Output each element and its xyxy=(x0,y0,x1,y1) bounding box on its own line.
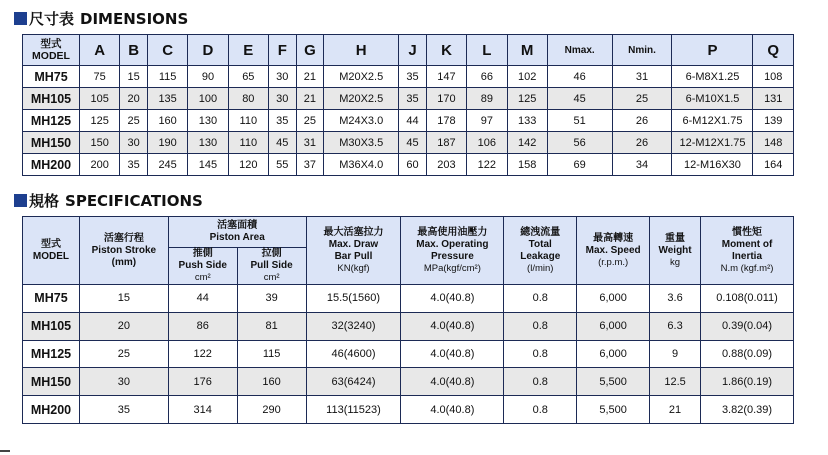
value-cell: 9 xyxy=(650,340,701,368)
speed-header xyxy=(577,217,650,285)
value-cell: 75 xyxy=(80,66,120,88)
area-cn: 活塞面積 xyxy=(217,220,258,231)
inertia-en1: Moment of xyxy=(721,238,773,250)
value-cell: 158 xyxy=(507,154,547,176)
weight-en: Weight xyxy=(658,244,692,256)
value-cell: 21 xyxy=(296,88,324,110)
value-cell: 203 xyxy=(426,154,466,176)
area-en: Piston Area xyxy=(209,232,265,243)
pull-header xyxy=(237,248,306,285)
col-header-J: J xyxy=(399,35,427,66)
table-row xyxy=(23,396,794,424)
value-cell: 135 xyxy=(147,88,187,110)
leak-cn: 總洩流量 xyxy=(520,226,561,238)
weight-cn: 重量 xyxy=(665,232,686,244)
table-row xyxy=(23,132,794,154)
value-cell: 39 xyxy=(237,285,306,313)
pull-cn: 拉側 xyxy=(261,248,282,259)
draw-cn: 最大活塞拉力 xyxy=(323,226,384,238)
model-cell: MH200 xyxy=(23,154,80,176)
spec-model-header xyxy=(23,217,80,285)
value-cell: 160 xyxy=(237,368,306,396)
value-cell: 12-M16X30 xyxy=(672,154,753,176)
value-cell: 45 xyxy=(268,132,296,154)
col-header-D: D xyxy=(188,35,228,66)
pressure-en2: Pressure xyxy=(430,250,474,262)
value-cell: 80 xyxy=(228,88,268,110)
pressure-en1: Max. Operating xyxy=(416,238,489,250)
value-cell: 115 xyxy=(147,66,187,88)
dimensions-header-row xyxy=(23,35,794,66)
value-cell: 176 xyxy=(168,368,237,396)
value-cell: 65 xyxy=(228,66,268,88)
value-cell: 131 xyxy=(753,88,794,110)
value-cell: 30 xyxy=(268,66,296,88)
leak-unit: (l/min) xyxy=(527,262,554,274)
value-cell: 4.0(40.8) xyxy=(401,340,504,368)
value-cell: 108 xyxy=(753,66,794,88)
value-cell: 20 xyxy=(120,88,148,110)
value-cell: 245 xyxy=(147,154,187,176)
value-cell: 32(3240) xyxy=(306,312,401,340)
value-cell: 15.5(1560) xyxy=(306,285,401,313)
value-cell: 142 xyxy=(507,132,547,154)
value-cell: 170 xyxy=(426,88,466,110)
value-cell: 4.0(40.8) xyxy=(401,396,504,424)
col-header-G: G xyxy=(296,35,324,66)
value-cell: 5,500 xyxy=(577,368,650,396)
model-header-en: MODEL xyxy=(32,50,70,62)
col-header-Nmax: Nmax. xyxy=(547,35,612,66)
model-cell: MH125 xyxy=(23,340,80,368)
value-cell: 26 xyxy=(612,110,672,132)
value-cell: 150 xyxy=(80,132,120,154)
table-row xyxy=(23,368,794,396)
value-cell: 30 xyxy=(120,132,148,154)
value-cell: 46 xyxy=(547,66,612,88)
section-square-icon xyxy=(14,12,27,25)
value-cell: 139 xyxy=(753,110,794,132)
value-cell: 4.0(40.8) xyxy=(401,312,504,340)
stroke-cn: 活塞行程 xyxy=(103,232,144,244)
speed-unit: (r.p.m.) xyxy=(598,256,629,268)
value-cell: 12-M12X1.75 xyxy=(672,132,753,154)
value-cell: 6.3 xyxy=(650,312,701,340)
col-header-H: H xyxy=(324,35,399,66)
weight-header xyxy=(650,217,701,285)
inertia-unit: N.m (kgf.m²) xyxy=(720,262,774,274)
value-cell: 113(11523) xyxy=(306,396,401,424)
specifications-section-title xyxy=(14,190,203,211)
col-header-B: B xyxy=(120,35,148,66)
value-cell: 21 xyxy=(650,396,701,424)
value-cell: M20X2.5 xyxy=(324,88,399,110)
value-cell: 164 xyxy=(753,154,794,176)
col-header-F: F xyxy=(268,35,296,66)
col-header-A: A xyxy=(80,35,120,66)
col-header-E: E xyxy=(228,35,268,66)
value-cell: 51 xyxy=(547,110,612,132)
value-cell: 66 xyxy=(467,66,507,88)
area-header xyxy=(168,217,306,248)
inertia-cn: 慣性矩 xyxy=(732,226,763,238)
value-cell: M30X3.5 xyxy=(324,132,399,154)
value-cell: 35 xyxy=(399,88,427,110)
value-cell: 6,000 xyxy=(577,285,650,313)
value-cell: 60 xyxy=(399,154,427,176)
pressure-unit: MPa(kgf/cm²) xyxy=(423,262,481,274)
value-cell: 122 xyxy=(467,154,507,176)
value-cell: 0.8 xyxy=(504,396,577,424)
table-row xyxy=(23,66,794,88)
value-cell: 69 xyxy=(547,154,612,176)
value-cell: 0.8 xyxy=(504,312,577,340)
value-cell: 187 xyxy=(426,132,466,154)
value-cell: 35 xyxy=(399,66,427,88)
value-cell: 4.0(40.8) xyxy=(401,285,504,313)
dimensions-section-title xyxy=(14,8,188,29)
value-cell: 31 xyxy=(612,66,672,88)
value-cell: 97 xyxy=(467,110,507,132)
value-cell: 45 xyxy=(547,88,612,110)
value-cell: 3.82(0.39) xyxy=(701,396,794,424)
dimensions-table xyxy=(22,34,794,176)
model-header xyxy=(23,35,80,66)
value-cell: 178 xyxy=(426,110,466,132)
value-cell: 81 xyxy=(237,312,306,340)
value-cell: 133 xyxy=(507,110,547,132)
spec-header-row-1 xyxy=(23,217,794,248)
leak-en1: Total xyxy=(528,238,552,250)
table-row xyxy=(23,285,794,313)
col-header-Q: Q xyxy=(753,35,794,66)
table-row xyxy=(23,88,794,110)
value-cell: 160 xyxy=(147,110,187,132)
value-cell: 5,500 xyxy=(577,396,650,424)
value-cell: 20 xyxy=(79,312,168,340)
draw-unit: KN(kgf) xyxy=(337,262,370,274)
pull-unit: cm² xyxy=(263,272,280,283)
value-cell: 110 xyxy=(228,110,268,132)
value-cell: 290 xyxy=(237,396,306,424)
push-header xyxy=(168,248,237,285)
model-cell: MH150 xyxy=(23,368,80,396)
value-cell: 6,000 xyxy=(577,312,650,340)
model-cell: MH75 xyxy=(23,285,80,313)
value-cell: 31 xyxy=(296,132,324,154)
value-cell: 30 xyxy=(268,88,296,110)
value-cell: 21 xyxy=(296,66,324,88)
value-cell: 190 xyxy=(147,132,187,154)
draw-en1: Max. Draw xyxy=(328,238,379,250)
value-cell: 125 xyxy=(80,110,120,132)
model-cell: MH75 xyxy=(23,66,80,88)
model-cell: MH125 xyxy=(23,110,80,132)
stroke-unit: (mm) xyxy=(111,256,137,268)
value-cell: 25 xyxy=(612,88,672,110)
value-cell: 6-M10X1.5 xyxy=(672,88,753,110)
value-cell: 26 xyxy=(612,132,672,154)
leak-header xyxy=(504,217,577,285)
value-cell: 25 xyxy=(79,340,168,368)
section-square-icon xyxy=(14,194,27,207)
value-cell: M24X3.0 xyxy=(324,110,399,132)
model-cell: MH105 xyxy=(23,88,80,110)
inertia-header xyxy=(701,217,794,285)
value-cell: 130 xyxy=(188,132,228,154)
value-cell: 34 xyxy=(612,154,672,176)
specifications-title-en: SPECIFICATIONS xyxy=(65,191,203,210)
push-unit: cm² xyxy=(194,272,211,283)
value-cell: 147 xyxy=(426,66,466,88)
value-cell: 86 xyxy=(168,312,237,340)
value-cell: 0.88(0.09) xyxy=(701,340,794,368)
model-cell: MH105 xyxy=(23,312,80,340)
weight-unit: kg xyxy=(670,256,681,268)
value-cell: 0.8 xyxy=(504,285,577,313)
value-cell: 6-M8X1.25 xyxy=(672,66,753,88)
value-cell: 35 xyxy=(120,154,148,176)
pressure-header xyxy=(401,217,504,285)
spec-model-cn: 型式 xyxy=(40,238,61,250)
value-cell: M36X4.0 xyxy=(324,154,399,176)
value-cell: 0.108(0.011) xyxy=(701,285,794,313)
value-cell: M20X2.5 xyxy=(324,66,399,88)
value-cell: 115 xyxy=(237,340,306,368)
table-row xyxy=(23,340,794,368)
value-cell: 145 xyxy=(188,154,228,176)
specifications-table xyxy=(22,216,794,424)
value-cell: 200 xyxy=(80,154,120,176)
push-cn: 推側 xyxy=(192,248,213,259)
bottom-divider xyxy=(0,450,10,452)
value-cell: 130 xyxy=(188,110,228,132)
value-cell: 56 xyxy=(547,132,612,154)
specifications-title-cn: 規格 xyxy=(29,192,60,210)
draw-header xyxy=(306,217,401,285)
value-cell: 3.6 xyxy=(650,285,701,313)
value-cell: 110 xyxy=(228,132,268,154)
value-cell: 35 xyxy=(79,396,168,424)
value-cell: 6,000 xyxy=(577,340,650,368)
value-cell: 102 xyxy=(507,66,547,88)
value-cell: 45 xyxy=(399,132,427,154)
col-header-L: L xyxy=(467,35,507,66)
leak-en2: Leakage xyxy=(520,250,561,262)
pull-en: Pull Side xyxy=(250,260,293,271)
value-cell: 105 xyxy=(80,88,120,110)
value-cell: 12.5 xyxy=(650,368,701,396)
col-header-K: K xyxy=(426,35,466,66)
value-cell: 122 xyxy=(168,340,237,368)
value-cell: 44 xyxy=(399,110,427,132)
table-row xyxy=(23,110,794,132)
table-row xyxy=(23,154,794,176)
dimensions-title-cn: 尺寸表 xyxy=(29,10,75,28)
push-en: Push Side xyxy=(178,260,227,271)
model-cell: MH150 xyxy=(23,132,80,154)
value-cell: 63(6424) xyxy=(306,368,401,396)
stroke-en: Piston Stroke xyxy=(91,244,157,256)
value-cell: 25 xyxy=(120,110,148,132)
value-cell: 25 xyxy=(296,110,324,132)
value-cell: 89 xyxy=(467,88,507,110)
value-cell: 100 xyxy=(188,88,228,110)
value-cell: 1.86(0.19) xyxy=(701,368,794,396)
value-cell: 120 xyxy=(228,154,268,176)
table-row xyxy=(23,312,794,340)
value-cell: 37 xyxy=(296,154,324,176)
value-cell: 90 xyxy=(188,66,228,88)
speed-cn: 最高轉速 xyxy=(593,232,634,244)
dimensions-title-en: DIMENSIONS xyxy=(80,9,189,28)
speed-en: Max. Speed xyxy=(585,244,641,256)
value-cell: 314 xyxy=(168,396,237,424)
col-header-Nmin: Nmin. xyxy=(612,35,672,66)
value-cell: 30 xyxy=(79,368,168,396)
inertia-en2: Inertia xyxy=(732,250,763,262)
value-cell: 0.8 xyxy=(504,340,577,368)
value-cell: 15 xyxy=(120,66,148,88)
value-cell: 15 xyxy=(79,285,168,313)
value-cell: 0.39(0.04) xyxy=(701,312,794,340)
value-cell: 125 xyxy=(507,88,547,110)
value-cell: 44 xyxy=(168,285,237,313)
draw-en2: Bar Pull xyxy=(334,250,373,262)
value-cell: 46(4600) xyxy=(306,340,401,368)
col-header-M: M xyxy=(507,35,547,66)
value-cell: 35 xyxy=(268,110,296,132)
model-cell: MH200 xyxy=(23,396,80,424)
value-cell: 4.0(40.8) xyxy=(401,368,504,396)
col-header-P: P xyxy=(672,35,753,66)
value-cell: 148 xyxy=(753,132,794,154)
stroke-header xyxy=(79,217,168,285)
value-cell: 0.8 xyxy=(504,368,577,396)
spec-model-en: MODEL xyxy=(32,250,70,262)
value-cell: 55 xyxy=(268,154,296,176)
value-cell: 106 xyxy=(467,132,507,154)
pressure-cn: 最高使用油壓力 xyxy=(417,226,488,238)
model-header-cn: 型式 xyxy=(40,38,62,50)
col-header-C: C xyxy=(147,35,187,66)
value-cell: 6-M12X1.75 xyxy=(672,110,753,132)
